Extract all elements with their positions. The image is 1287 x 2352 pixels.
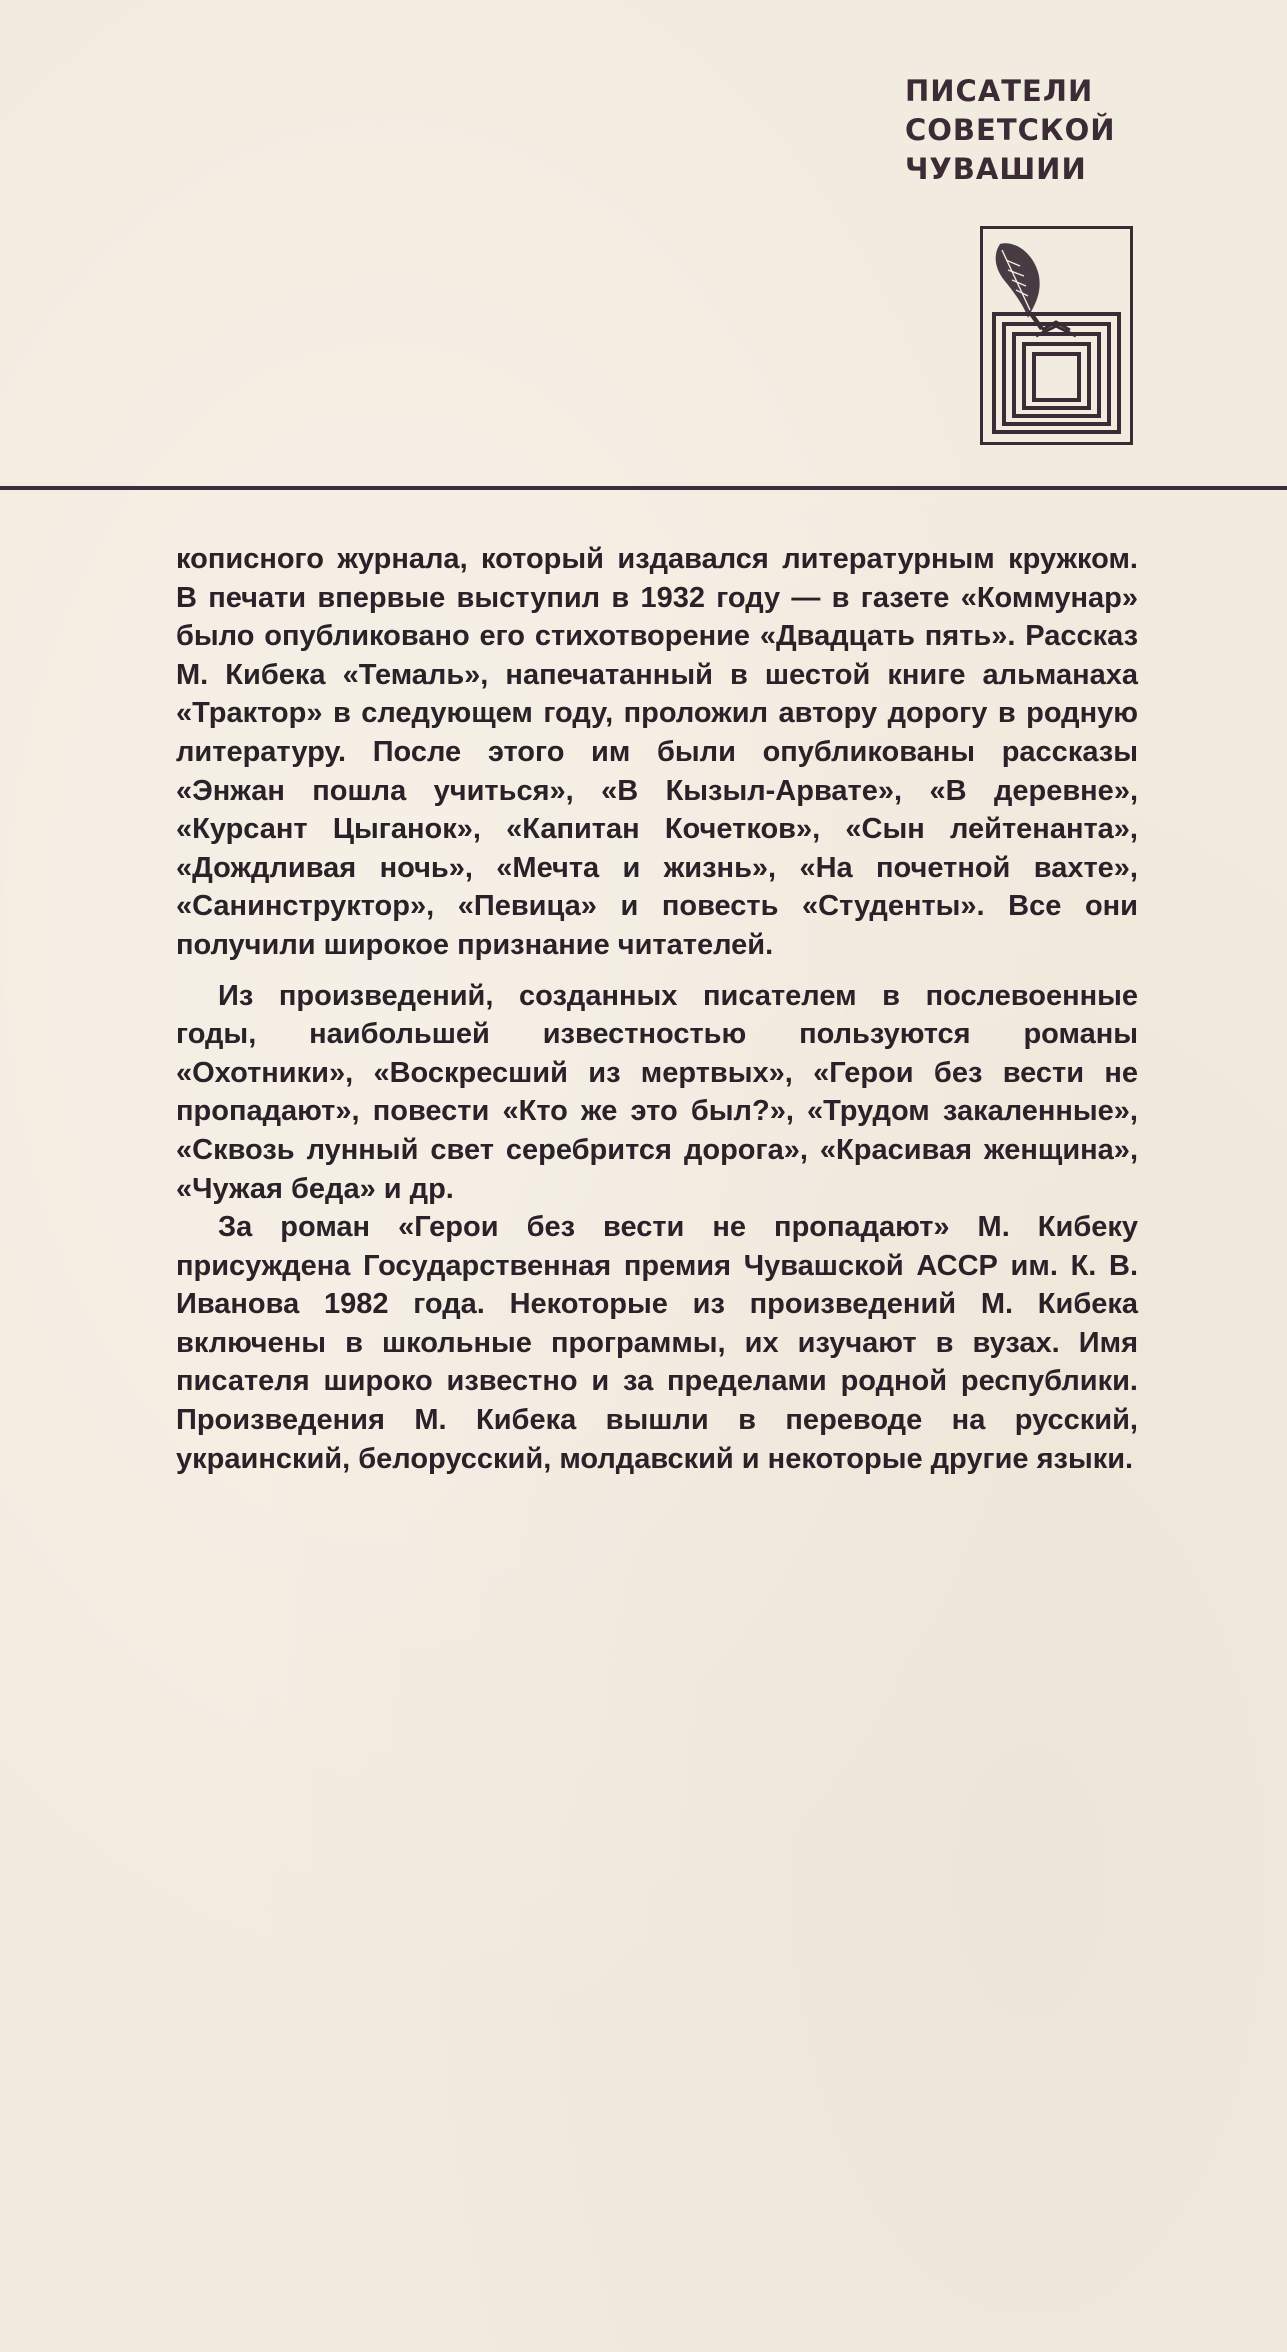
series-title-line-3: ЧУВАШИИ (905, 152, 1087, 186)
paragraph-3: За роман «Герои без вести не пропадают» М. Кибеку присуждена Государственная премия Чувашской АССР им. К. В. Иванова 1982 года. Некоторые из произведений М. Кибека включены в школьные программы, их изучают в вузах. Имя писателя широко известно и за пределами родной республики. Произведения М. Кибека вышли в переводе на русский, украинский, белорусский, молдавский и некоторые другие языки. (176, 1211, 1138, 1475)
quill-book-emblem-icon (980, 226, 1133, 445)
paragraph-2: Из произведений, созданных писателем в послевоенные годы, наибольшей известностью пользуются романы «Охотники», «Воскресший из мертвых», «Герои без вести не пропадают», повести «Кто же это был?», «Трудом закаленные», «Сквозь лунный свет серебрится дорога», «Красивая женщина», «Чужая беда» и др. (176, 979, 1138, 1205)
series-title-line-1: ПИСАТЕЛИ (905, 74, 1094, 108)
paragraph-1: кописного журнала, который издавался литературным кружком. В печати впервые выступил в 1932 году — в газете «Коммунар» было опубликовано его стихотворение «Двадцать пять». Рассказ М. Кибека «Темаль», напечатанный в шестой книге альманаха «Трактор» в следующем году, проложил автору дорогу в родную литературу. После этого им были опубликованы рассказы «Энжан пошла учиться», «В Кызыл-Арвате», «В деревне», «Курсант Цыганок», «Капитан Кочетков», «Сын лейтенанта», «Дождливая ночь», «Мечта и жизнь», «На почетной вахте», «Санинструктор», «Певица» и повесть «Студенты». Все они получили широкое признание читателей. (176, 543, 1138, 961)
article-body (176, 540, 1138, 1478)
series-title-line-2: СОВЕТСКОЙ (905, 113, 1116, 147)
horizontal-rule (0, 486, 1287, 490)
series-title (905, 72, 1116, 189)
